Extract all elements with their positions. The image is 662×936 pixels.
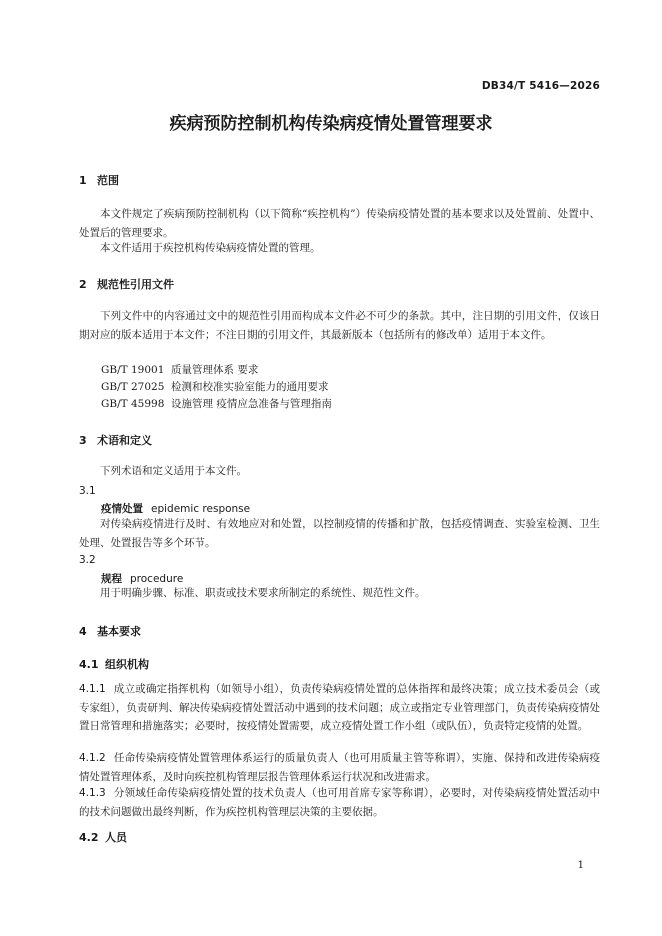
section-title: 规范性引用文件 bbox=[97, 278, 174, 291]
term-definition: 用于明确步骤、标准、职责或技术要求所制定的系统性、规范性文件。 bbox=[100, 587, 426, 599]
clause-text: 成立或确定指挥机构（如领导小组），负责传染病疫情处置的总体指挥和最终决策；成立技术委员会（或专家组），负责研判、解决传染病疫情处置活动中遇到的技术问题；成立或指定专业管理部门，负责传染病疫情处置日常管理和措施落实；必要时，按疫情处置需要，成立疫情处置工作小组（或队伍），负责特定疫情的处置。 bbox=[79, 683, 600, 732]
term-chinese: 规程 bbox=[101, 573, 122, 585]
section-1-heading bbox=[79, 172, 119, 188]
clause-number: 4.1.1 bbox=[79, 683, 106, 695]
section-4-heading bbox=[79, 623, 141, 639]
section-title: 术语和定义 bbox=[97, 434, 152, 447]
clause-number: 4.1.3 bbox=[79, 787, 106, 799]
normative-reference: GB/T 19001 质量管理体系 要求 bbox=[101, 364, 259, 376]
section-2-paragraph-1: 下列文件中的内容通过文中的规范性引用而构成本文件必不可少的条款。其中，注日期的引用文件，仅该日期对应的版本适用于本文件；不注日期的引用文件，其最新版本（包括所有的修改单）适用于本文件。 bbox=[79, 310, 600, 341]
normative-reference: GB/T 45998 设施管理 疫情应急准备与管理指南 bbox=[101, 398, 332, 410]
subsection-4-1-heading bbox=[79, 656, 149, 672]
subsection-title: 人员 bbox=[105, 831, 127, 844]
document-title: 疾病预防控制机构传染病疫情处置管理要求 bbox=[169, 114, 493, 134]
term-chinese: 疫情处置 bbox=[101, 503, 143, 515]
clause-text: 分领域任命传染病疫情处置的技术负责人（也可用首席专家等称谓），必要时，对传染病疫情处置活动中的技术问题做出最终判断，作为疾控机构管理层决策的主要依据。 bbox=[79, 787, 600, 818]
section-3-paragraph-1: 下列术语和定义适用于本文件。 bbox=[100, 465, 247, 477]
clause-text: 任命传染病疫情处置管理体系运行的质量负责人（也可用质量主管等称谓），实施、保持和改进传染病疫情处置管理体系，及时向疾控机构管理层报告管理体系运行状况和改进需求。 bbox=[79, 752, 600, 783]
term-number: 3.2 bbox=[79, 554, 96, 566]
subsection-title: 组织机构 bbox=[105, 658, 149, 671]
section-2-heading bbox=[79, 276, 174, 292]
subsection-4-2-heading bbox=[79, 829, 127, 845]
clause-4-1-2 bbox=[79, 749, 600, 786]
section-1-paragraph-1: 本文件规定了疾病预防控制机构（以下简称“疾控机构”）传染病疫情处置的基本要求以及处置前、处置中、处置后的管理要求。 bbox=[79, 208, 600, 239]
term-heading bbox=[101, 501, 250, 516]
subsection-number: 4.1 bbox=[79, 658, 99, 671]
section-number: 4 bbox=[79, 625, 87, 638]
section-number: 1 bbox=[79, 174, 87, 187]
term-english: procedure bbox=[130, 573, 184, 585]
term-number: 3.1 bbox=[79, 485, 96, 497]
clause-number: 4.1.2 bbox=[79, 752, 106, 764]
section-1-paragraph-2: 本文件适用于疾控机构传染病疫情处置的管理。 bbox=[100, 242, 321, 254]
normative-reference: GB/T 27025 检测和校准实验室能力的通用要求 bbox=[101, 381, 329, 393]
clause-4-1-3 bbox=[79, 784, 600, 821]
subsection-number: 4.2 bbox=[79, 831, 99, 844]
section-number: 2 bbox=[79, 278, 87, 291]
section-3-heading bbox=[79, 432, 152, 448]
section-title: 基本要求 bbox=[97, 625, 141, 638]
term-definition: 对传染病疫情进行及时、有效地应对和处置，以控制疫情的传播和扩散，包括疫情调查、实验室检测、卫生处理、处置报告等多个环节。 bbox=[79, 518, 600, 549]
section-number: 3 bbox=[79, 434, 87, 447]
term-english: epidemic response bbox=[151, 503, 251, 515]
standard-code: DB34/T 5416—2026 bbox=[481, 80, 600, 92]
section-title: 范围 bbox=[97, 174, 119, 187]
page-number: 1 bbox=[577, 860, 584, 871]
clause-4-1-1 bbox=[79, 680, 600, 736]
